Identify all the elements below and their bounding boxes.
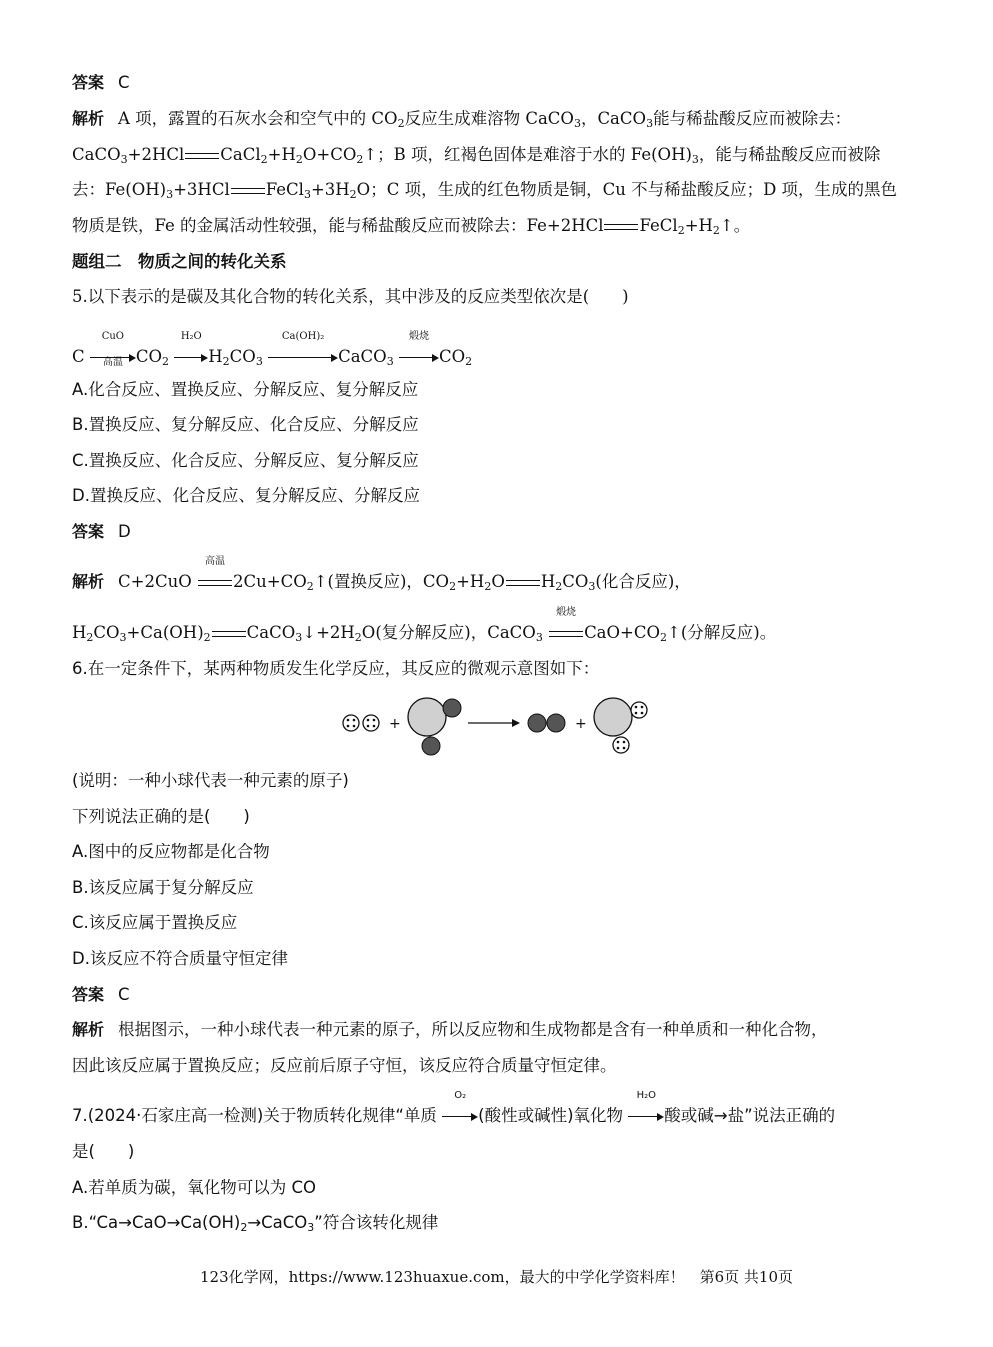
q5-option-a: A.化合反应、置换反应、分解反应、复分解反应 xyxy=(72,380,419,399)
q5-conversion-chain: C CuO 高温 $CO_2$ H₂O $H_2CO_3$ Ca(OH)₂ CaCO$_3$ 煅烧 $CO_2$ xyxy=(72,331,473,368)
q7-option-b: $B.“Ca\to CaO\to Ca(OH)_2\to CaCO_3$”符合该转化规律 xyxy=(72,1213,439,1234)
q6-option-c: C.该反应属于置换反应 xyxy=(72,913,238,932)
equals-sign xyxy=(604,224,638,230)
section-title: 题组二 物质之间的转化关系 xyxy=(72,252,287,271)
q4-analysis-line-4: 物质是铁，Fe 的金属活动性较强，能与稀盐酸反应而被除去：Fe+2HCl $FeCl_2+H_2↑$。 xyxy=(72,216,751,237)
q6-question: 下列说法正确的是( ) xyxy=(72,807,250,826)
eq-condition: 高温 xyxy=(197,571,233,593)
q5-answer: D xyxy=(118,522,131,541)
product-molecule-2 xyxy=(594,698,647,753)
equals-sign xyxy=(185,153,219,159)
q6-option-a: A.图中的反应物都是化合物 xyxy=(72,842,270,861)
chain-arrow-4: 煅烧 xyxy=(399,346,439,368)
analysis-label: 解析 xyxy=(72,109,105,128)
q7-stem-line-1: 7.(2024·石家庄高一检测)关于物质转化规律“单质 O₂ (酸性或碱性)氧化物 H₂O 酸或碱→盐”说法正确的 xyxy=(72,1090,836,1125)
arrow-icon xyxy=(399,353,439,363)
q4-analysis-line-1: 解析 A 项，露置的石灰水会和空气中的 $CO_2$反应生成难溶物 CaCO$_3$，CaCO$_3$能与稀盐酸反应而被除去： xyxy=(72,109,852,130)
q7-arrow-2: H₂O xyxy=(628,1105,664,1127)
dotted-atom xyxy=(343,715,359,731)
q7-option-a: A.若单质为碳，氧化物可以为 CO xyxy=(72,1178,316,1197)
product-molecule-1 xyxy=(528,714,565,732)
q6-stem: 6.在一定条件下，某两种物质发生化学反应，其反应的微观示意图如下： xyxy=(72,659,600,678)
q4-analysis-line-2: CaCO$_3$+2HCl $CaCl_2+H_2O+CO_2↑$；B 项，红褐色固体是难溶于水的 $Fe(OH)_3$，能与稀盐酸反应而被除 xyxy=(72,145,881,166)
chain-arrow-3: Ca(OH)₂ xyxy=(268,346,338,368)
q6-option-b: B.该反应属于复分解反应 xyxy=(72,878,254,897)
equals-sign xyxy=(231,188,265,194)
chain-arrow-2: H₂O xyxy=(174,346,208,368)
q6-answer-line: 答案 C xyxy=(72,985,130,1004)
q5-stem: 5.以下表示的是碳及其化合物的转化关系，其中涉及的反应类型依次是( ) xyxy=(72,287,629,306)
q4-analysis-line-3: 去：$Fe(OH)_3+3HCl$ $FeCl_3+3H_2O$；C 项，生成的红色物质是铜，Cu 不与稀盐酸反应；D 项，生成的黑色 xyxy=(72,180,898,201)
reactant-molecule-1 xyxy=(343,715,379,731)
arrow-icon xyxy=(174,353,208,363)
q6-analysis-line-1: 解析 根据图示，一种小球代表一种元素的原子，所以反应物和生成物都是含有一种单质和一种化合物， xyxy=(72,1020,828,1039)
q6-option-d: D.该反应不符合质量守恒定律 xyxy=(72,949,288,968)
arrow-icon xyxy=(628,1112,664,1122)
q4-answer-line xyxy=(72,72,921,94)
q6-analysis-line-2: 因此该反应属于置换反应；反应前后原子守恒，该反应符合质量守恒定律。 xyxy=(72,1056,617,1075)
page-footer: 123化学网，https://www.123huaxue.com，最大的中学化学资料库！ 第6页 共10页 xyxy=(199,1268,794,1286)
q5-answer-line: 答案 D xyxy=(72,522,131,541)
q5-option-c: C.置换反应、化合反应、分解反应、复分解反应 xyxy=(72,451,419,470)
answer-label: 答案 xyxy=(72,73,105,92)
plus-sign-1: + xyxy=(389,716,401,732)
arrow-icon xyxy=(268,353,338,363)
reaction-diagram xyxy=(330,694,660,760)
q6-note: (说明：一种小球代表一种元素的原子) xyxy=(72,771,349,790)
q4-answer: C xyxy=(118,73,130,92)
q5-analysis-line-1: 解析 C+2CuO 高温 $2Cu+CO_2↑$(置换反应)，$CO_2+H_2O$ $H_2CO_3$(化合反应)， xyxy=(72,556,691,593)
plus-sign-2: + xyxy=(575,716,587,732)
q6-answer: C xyxy=(118,985,130,1004)
q5-analysis-line-2: $H_2CO_3+Ca(OH)_2$ $CaCO_3↓+2H_2O$(复分解反应)，CaCO$_3$ 煅烧 $CaO+CO_2↑$(分解反应)。 xyxy=(72,607,777,644)
eq-condition: 煅烧 xyxy=(548,622,584,644)
q7-arrow-1: O₂ xyxy=(442,1105,478,1127)
q5-option-b: B.置换反应、复分解反应、化合反应、分解反应 xyxy=(72,415,419,434)
q5-option-d: D.置换反应、化合反应、复分解反应、分解反应 xyxy=(72,486,420,505)
dotted-atom xyxy=(363,715,379,731)
reactant-molecule-2 xyxy=(408,698,461,755)
q7-stem-line-2: 是( ) xyxy=(72,1142,135,1161)
arrow-icon xyxy=(442,1112,478,1122)
chain-arrow-1: CuO 高温 xyxy=(90,346,136,368)
